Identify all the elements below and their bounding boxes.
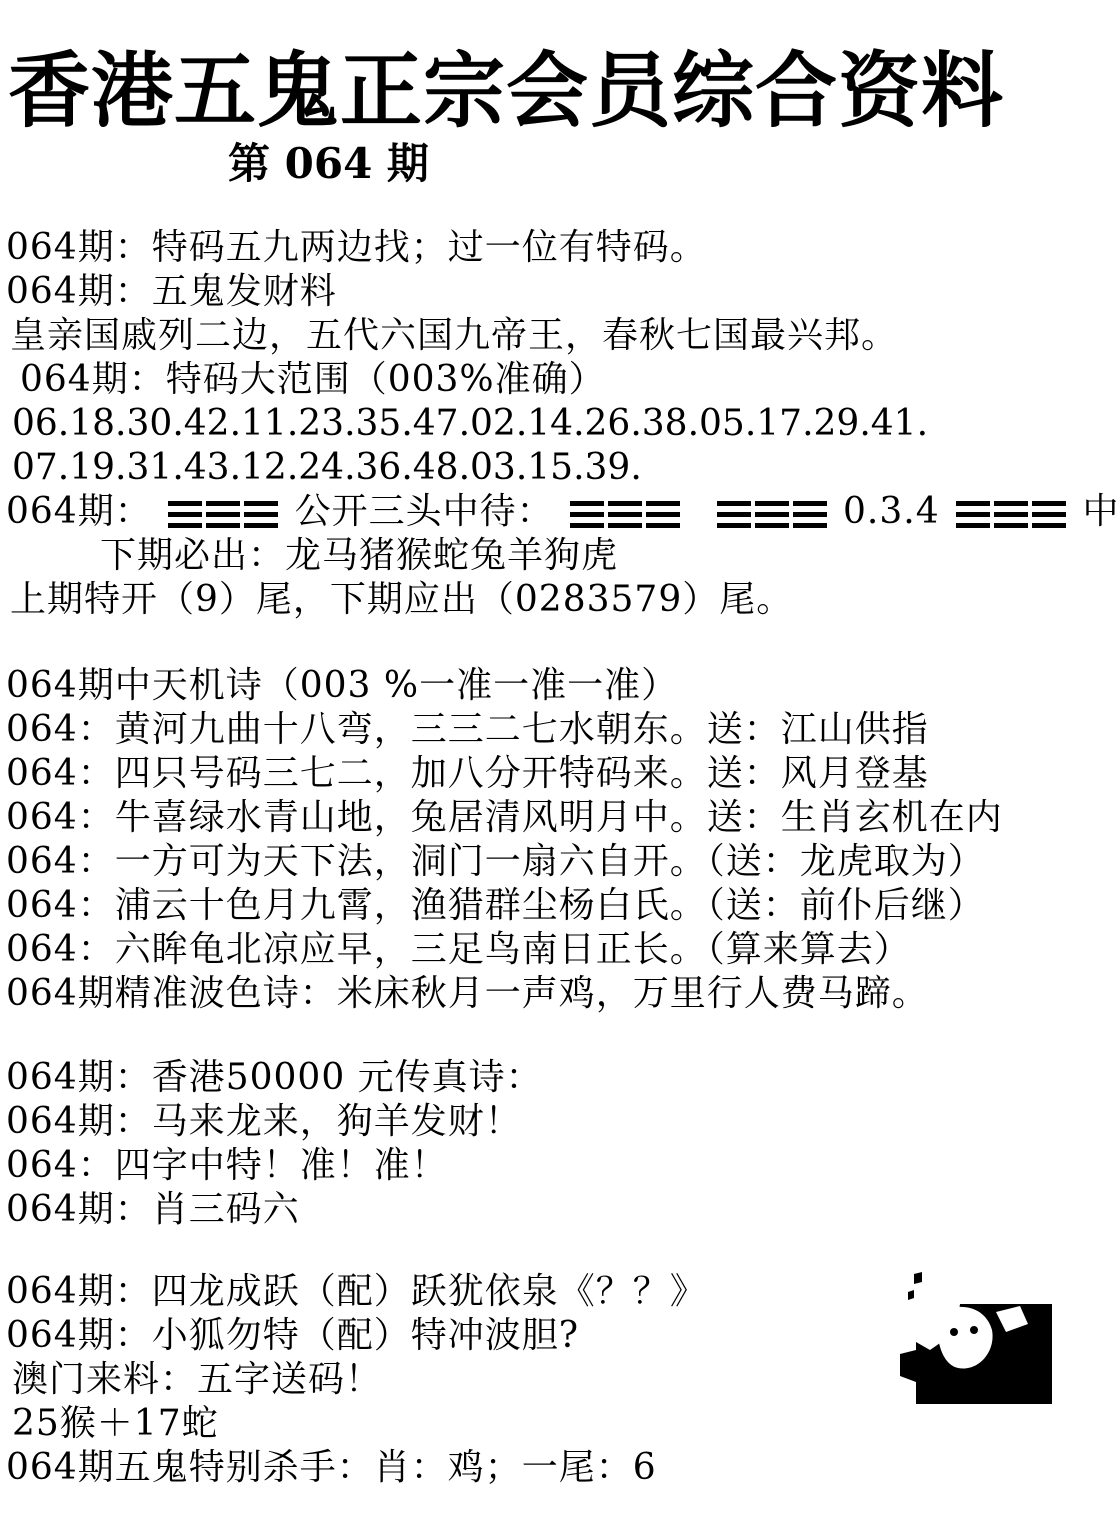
line-segment: 公开三头中待： xyxy=(294,491,554,532)
text-line: 064期五鬼特别杀手：肖：鸡；一尾：6 xyxy=(6,1447,657,1488)
text-line: 25猴＋17蛇 xyxy=(12,1403,219,1444)
issue-number: 第 064 期 xyxy=(228,139,429,188)
text-line: 064：黄河九曲十八弯，三三二七水朝东。送：江山供指 xyxy=(6,709,929,750)
number-list-line: 07.19.31.43.12.24.36.48.03.15.39. xyxy=(12,447,642,488)
line-prefix: 064期： xyxy=(6,491,152,532)
photo-image xyxy=(900,1272,1052,1404)
text-line: 064：四字中特！准！准！ xyxy=(6,1145,448,1186)
text-line: 064：牛喜绿水青山地，兔居清风明月中。送：生肖玄机在内 xyxy=(6,797,1003,838)
redaction-mark xyxy=(954,492,1068,536)
page-title: 香港五鬼正宗会员综合资料 xyxy=(8,44,1005,139)
line-suffix: 中 xyxy=(1082,491,1120,532)
text-line: 064：四只号码三七二，加八分开特码来。送：风月登基 xyxy=(6,753,929,794)
text-line: 064期：特码五九两边找；过一位有特码。 xyxy=(6,227,707,268)
line-segment: 0.3.4 xyxy=(843,491,940,532)
redaction-mark xyxy=(166,492,280,536)
text-line: 064期：小狐勿特（配）特冲波胆? xyxy=(6,1315,580,1356)
text-line: 064期：特码大范围（003%准确） xyxy=(20,359,606,400)
redaction-mark xyxy=(568,492,682,536)
text-line: 上期特开（9）尾，下期应出（0283579）尾。 xyxy=(10,579,794,620)
text-line: 064期精准波色诗：米床秋月一声鸡，万里行人费马蹄。 xyxy=(6,973,929,1014)
text-line: 064期：马来龙来，狗羊发财！ xyxy=(6,1101,522,1142)
text-line: 064期：四龙成跃（配）跃犹依泉《？？》 xyxy=(6,1271,707,1312)
redaction-mark xyxy=(715,492,829,536)
text-line: 澳门来料：五字送码！ xyxy=(12,1359,383,1400)
text-line: 皇亲国戚列二边，五代六国九帝王，春秋七国最兴邦。 xyxy=(10,315,899,356)
text-line: 064期：肖三码六 xyxy=(6,1189,300,1230)
masked-text-line xyxy=(6,490,1120,536)
number-list-line: 06.18.30.42.11.23.35.47.02.14.26.38.05.17.29.41. xyxy=(12,403,929,444)
text-line: 064期：五鬼发财料 xyxy=(6,271,337,312)
text-line: 064期中天机诗（003 %一准一准一准） xyxy=(6,665,679,706)
text-line: 064：一方可为天下法，洞门一扇六自开。（送：龙虎取为） xyxy=(6,841,985,882)
text-line: 064期：香港50000 元传真诗： xyxy=(6,1057,543,1098)
text-line: 下期必出：龙马猪猴蛇兔羊狗虎 xyxy=(100,535,619,576)
text-line: 064：六眸龟北凉应早，三足鸟南日正长。（算来算去） xyxy=(6,929,911,970)
text-line: 064：浦云十色月九霄，渔猎群尘杨白氏。（送：前仆后继） xyxy=(6,885,985,926)
